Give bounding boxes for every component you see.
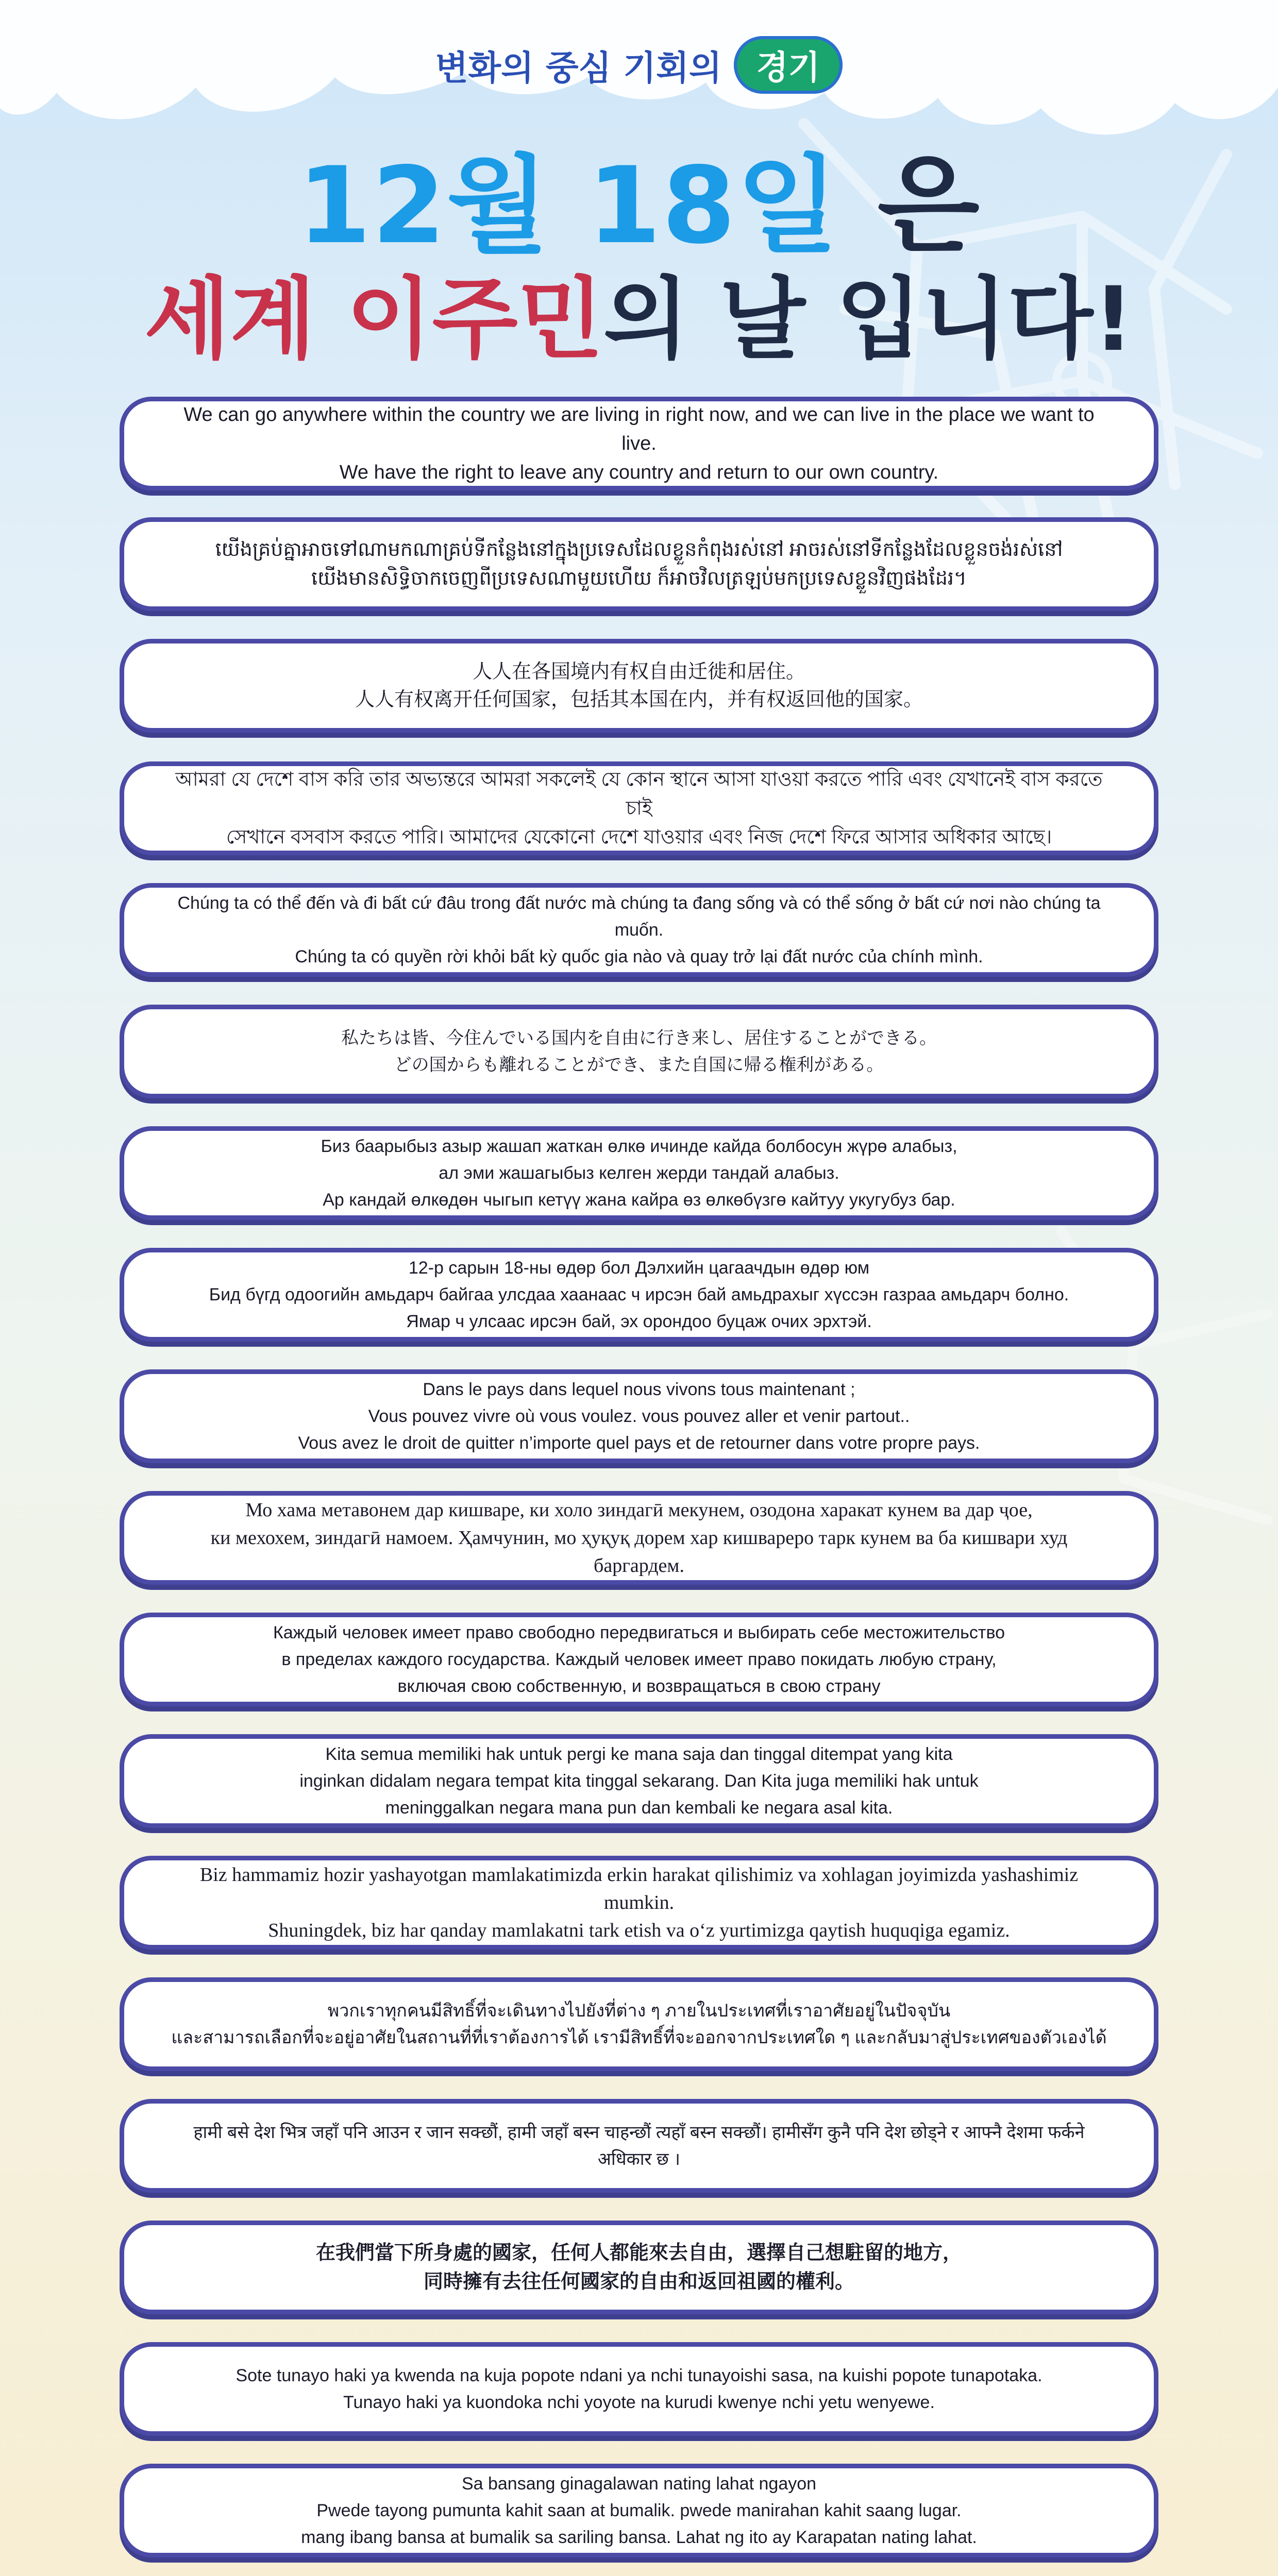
message-text: Sa bansang ginagalawan nating lahat ngayon Pwede tayong pumunta kahit saan at bumalik. pwede manirahan kahit saang lugar. mang ibang bansa at bumalik sa sariling bansa. Lahat ng ito ay Karapatan nating lahat. [301, 2474, 977, 2547]
message-text: Kita semua memiliki hak untuk pergi ke mana saja dan tinggal ditempat yang kita inginkan didalam negara tempat kita tinggal sekarang. Dan Kita juga memiliki hak untuk meninggalkan negara mana pun dan kembali ke negara asal kita. [299, 1744, 979, 1818]
message-box-indonesian [120, 1734, 1158, 1828]
message-text: พวกเราทุกคนมีสิทธิ์ที่จะเดินทางไปยังที่ต่าง ๆ ภายในประเทศที่เราอาศัยอยู่ในปัจจุบัน และสามารถเลือกที่จะอยู่อาศัยในสถานที่ที่เราต้องการได้ เรามีสิทธิ์ที่จะออกจากประเทศใด ๆ และกลับมาสู่ประเทศของตัวเองได้ [171, 2001, 1107, 2047]
message-text: 人人在各国境内有权自由迁徙和居住。 人人有权离开任何国家，包括其本国在内，并有权返回他的国家。 [355, 661, 923, 710]
message-box-japanese [120, 1005, 1158, 1098]
message-text: 12-р сарын 18-ны өдөр бол Дэлхийн цагаачдын өдөр юм Бид бүгд одоогийн амьдарч байгаа улсдаа хаанаас ч ирсэн бай амьдрахыг хүссэн газраа амьдарч болно. Ямар ч улсаас ирсэн бай, эх орондоо буцаж очих эрхтэй. [209, 1258, 1069, 1331]
message-text: Chúng ta có thể đến và đi bất cứ đâu trong đất nước mà chúng ta đang sống và có thể sống ở bất cứ nơi nào chúng ta muốn. Chúng ta có quyền rời khỏi bất kỳ quốc gia nào và quay trở lại đất nước của chính mình. [177, 893, 1101, 967]
message-box-nepali [120, 2099, 1158, 2193]
title-day-rest: 의 날 입니다! [603, 267, 1134, 371]
message-box-chinese-simplified [120, 639, 1158, 733]
title-day-red: 세계 이주민 [144, 267, 603, 371]
slogan-text: 변화의 중심 기회의 [435, 48, 722, 88]
message-text: We can go anywhere within the country we are living in right now, and we can live in the place we want to live. We have the right to leave any country and return to our own country. [183, 404, 1095, 483]
message-box-swahili [120, 2342, 1158, 2436]
message-text: हामी बसे देश भित्र जहाँ पनि आउन र जान सक्छौं, हामी जहाँ बस्न चाहन्छौं त्यहाँ बस्न सक्छौं। हामीसँग कुनै पनि देश छोड्ने र आफ्नै देशमा फर्कने अधिकार छ । [193, 2123, 1085, 2169]
message-text: Биз баарыбыз азыр жашап жаткан өлкө ичинде кайда болбосун жүрө алабыз, ал эми жашагыбыз келген жерди тандай алабыз. Ар кандай өлкөдөн чыгып кетүү жана кайра өз өлкөбүзгө кайтуу укугубуз бар. [321, 1137, 957, 1210]
message-box-thai [120, 1977, 1158, 2071]
gyeonggi-badge: 경기 [734, 36, 843, 94]
title-particle: 은 [877, 145, 981, 267]
message-box-chinese-traditional [120, 2221, 1158, 2314]
message-text: Dans le pays dans lequel nous vivons tous maintenant ; Vous pouvez vivre où vous voulez. vous pouvez aller et venir partout.. Vous avez le droit de quitter n’importe quel pays et de retourner dans votre propre pays. [298, 1380, 980, 1453]
message-box-vietnamese [120, 883, 1158, 977]
message-box-uzbek [120, 1856, 1158, 1950]
message-text: 私たちは皆、今住んでいる国内を自由に行き来し、居住することができる。 どの国からも離れることができ、また自国に帰る権利がある。 [341, 1028, 937, 1075]
title-day: 18일 [587, 145, 840, 267]
message-box-english [120, 397, 1158, 490]
message-box-khmer [120, 517, 1158, 611]
header [0, 0, 1278, 392]
message-box-mongolian [120, 1248, 1158, 1342]
message-box-french [120, 1369, 1158, 1463]
message-box-tagalog [120, 2464, 1158, 2557]
message-text: Каждый человек имеет право свободно передвигаться и выбирать себе местожительство в пределах каждого государства. Каждый человек имеет право покидать любую страну, включая свою собственную, и возвращаться в свою страну [273, 1623, 1005, 1696]
message-text: আমরা যে দেশে বাস করি তার অভ্যন্তরে আমরা সকলেই যে কোন স্থানে আসা যাওয়া করতে পারি এবং যেখানেই বাস করতে চাই সেখানে বসবাস করতে পারি। আমাদের যেকোনো দেশে যাওয়ার এবং নিজ দেশে ফিরে আসার অধিকার আছে। [175, 769, 1103, 848]
message-text: Мо хама метавонем дар кишваре, ки холо зиндагӣ мекунем, озодона харакат кунем ва дар ҷое, ки мехохем, зиндагӣ намоем. Ҳамчунин, мо ҳуқуқ дорем хар кишвареро тарк кунем ва ба кишвари худ баргардем. [210, 1499, 1068, 1577]
message-box-bengali [120, 761, 1158, 855]
message-text: Sote tunayo haki ya kwenda na kuja popote ndani ya nchi tunayoishi sasa, na kuishi popote tunapotaka. Tunayo haki ya kuondoka nchi yoyote na kurudi kwenye nchi yetu wenyewe. [236, 2366, 1042, 2412]
slogan [0, 36, 1278, 94]
title-day-name [0, 268, 1278, 371]
message-box-kyrgyz [120, 1126, 1158, 1220]
title-date [0, 145, 1278, 267]
message-box-russian [120, 1613, 1158, 1706]
message-text: Biz hammamiz hozir yashayotgan mamlakatimizda erkin harakat qilishimiz va xohlagan joyimizda yashashimiz mumkin. Shuningdek, biz har qanday mamlakatni tark etish va o‘z yurtimizga qaytish huquqiga egamiz. [199, 1864, 1079, 1941]
message-box-tajik [120, 1491, 1158, 1585]
title-month: 12월 [297, 145, 550, 267]
message-text: 在我們當下所身處的國家，任何人都能來去自由，選擇自己想駐留的地方， 同時擁有去往任何國家的自由和返回祖國的權利。 [315, 2242, 962, 2293]
message-text: យើងគ្រប់គ្នាអាចទៅណាមកណាគ្រប់ទីកន្លែងនៅក្នុងប្រទេសដែលខ្លួនកំពុងរស់នៅ អាចរស់នៅទីកន្លែងដែលខ្លួនចង់រស់នៅ យើងមានសិទ្ធិចាកចេញពីប្រទេសណាមួយហើយ ក៏អាចវិលត្រឡប់មកប្រទេសខ្លួនវិញផងដែរ។ [215, 539, 1063, 589]
